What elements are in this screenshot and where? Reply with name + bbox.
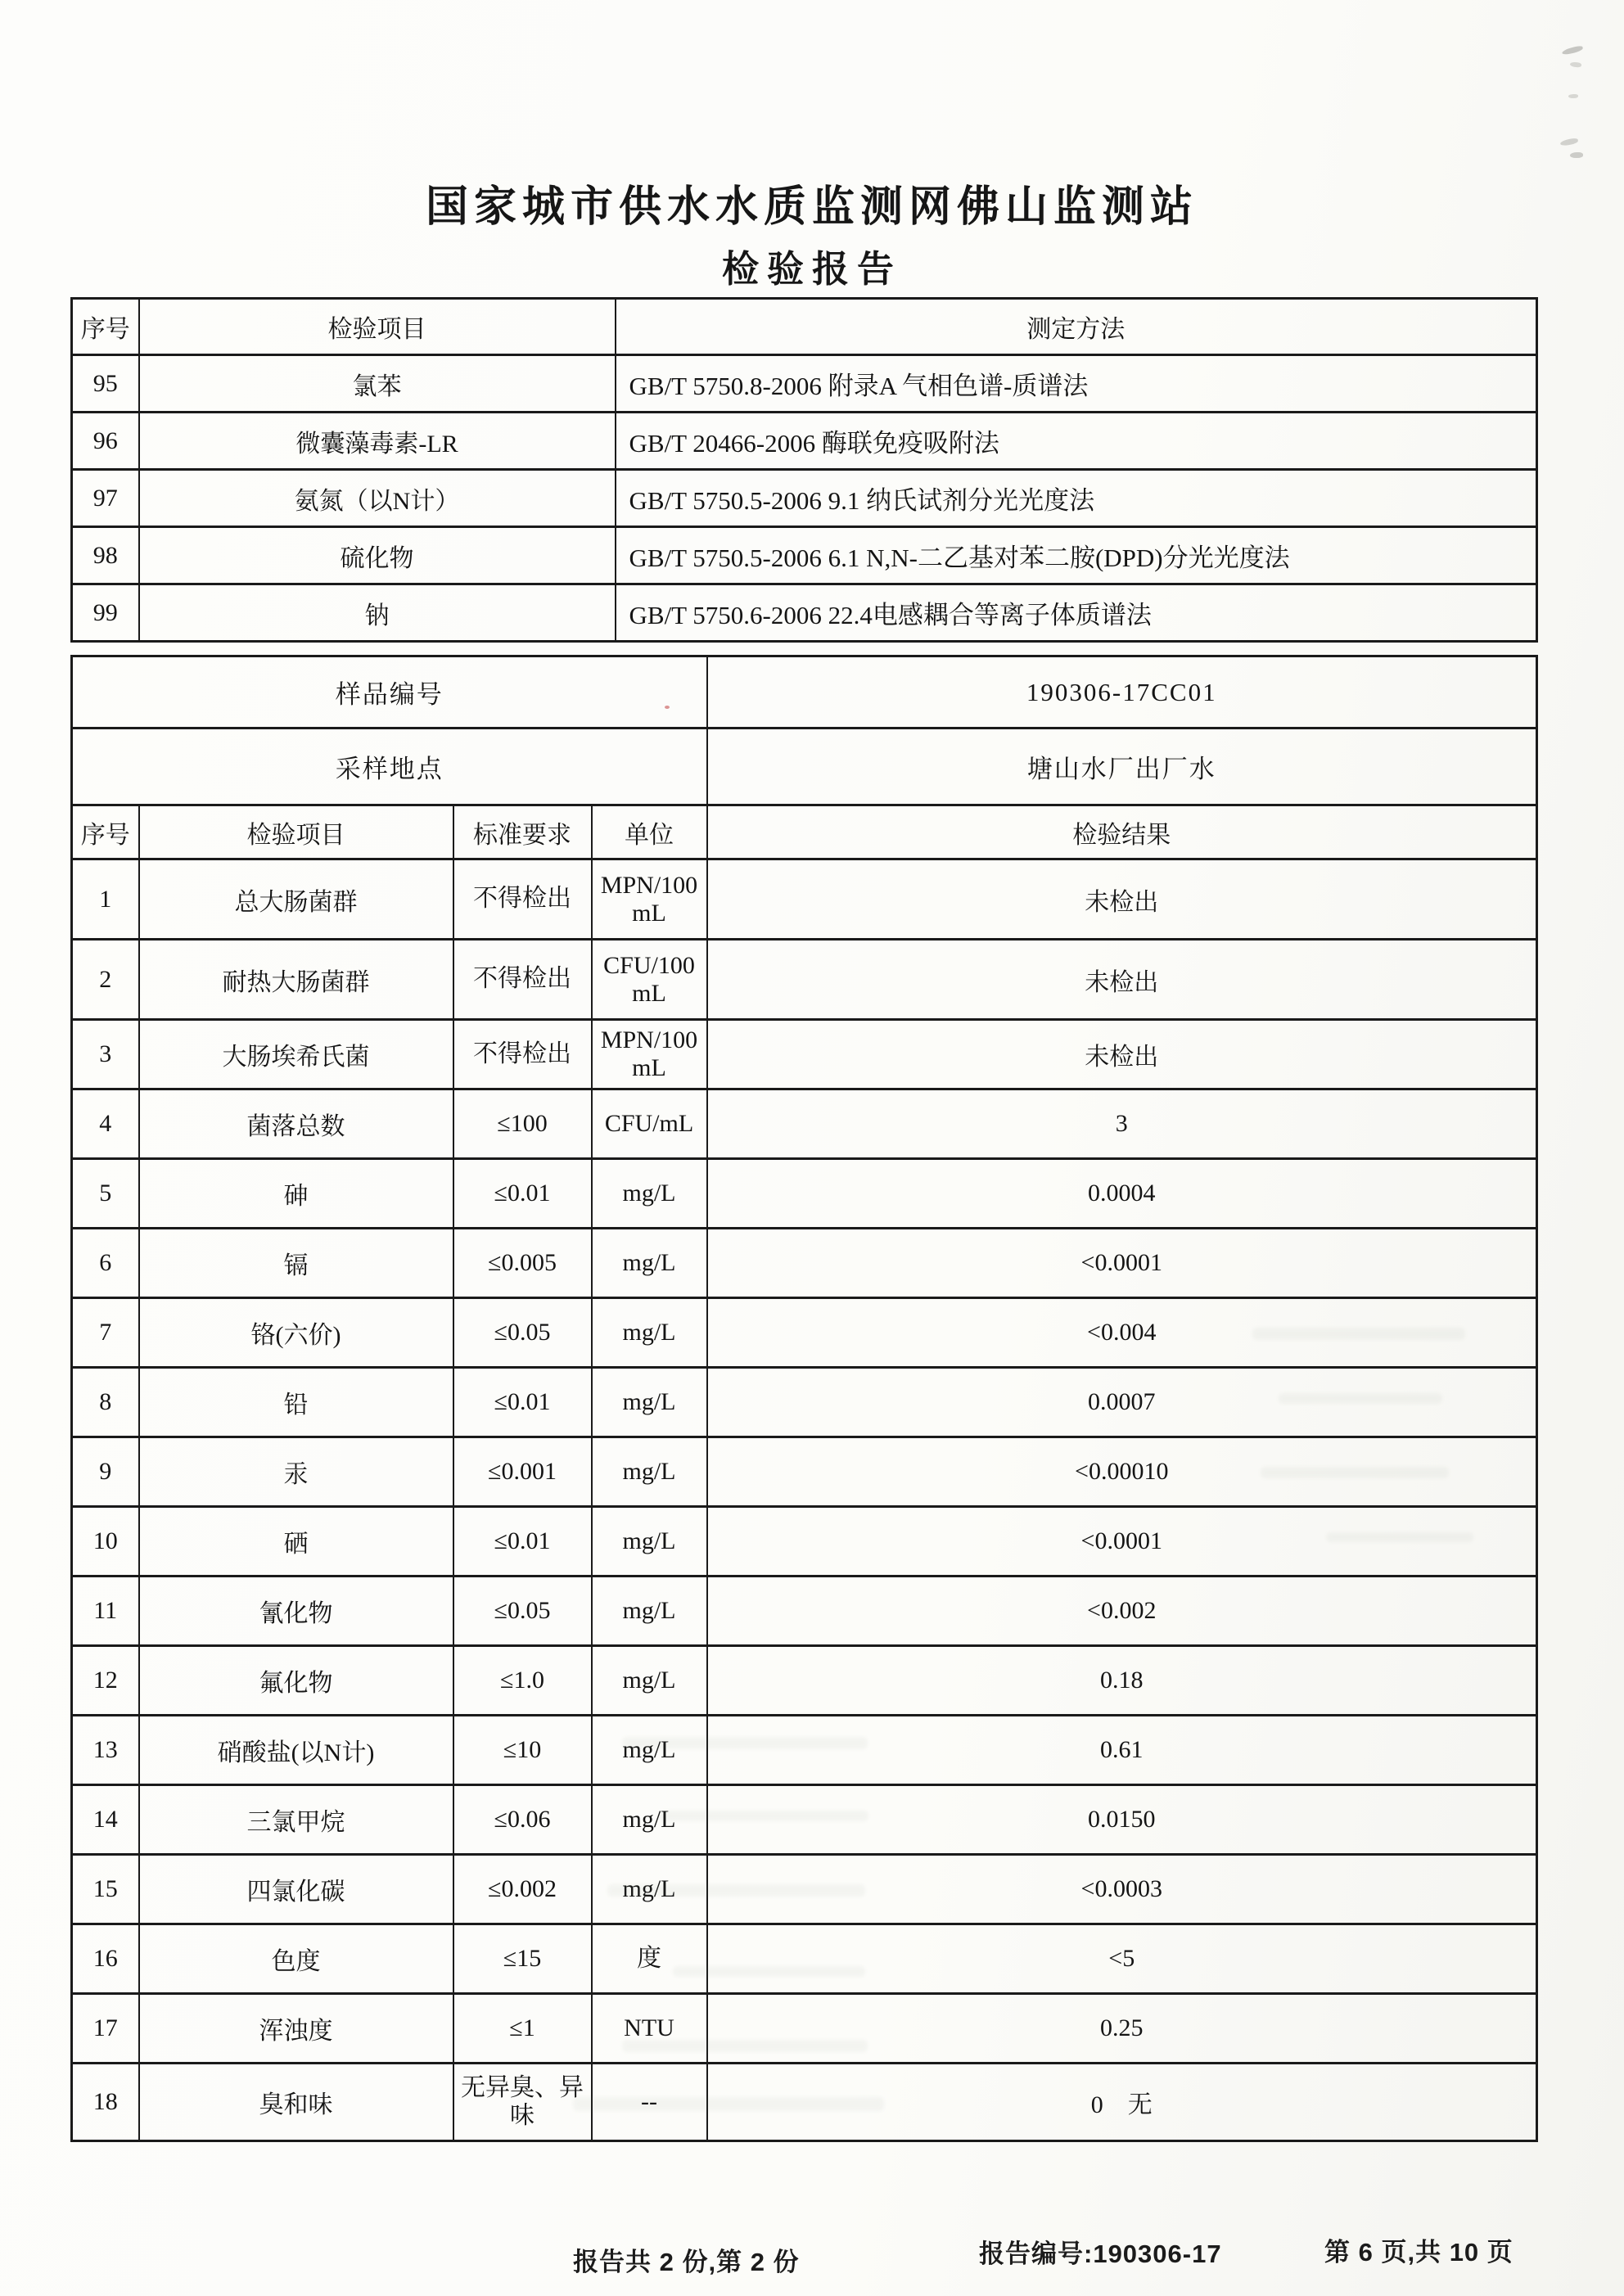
result-row-result: <0.0001 — [707, 1507, 1537, 1577]
result-row-no: 10 — [72, 1507, 139, 1577]
result-row-no: 5 — [72, 1159, 139, 1229]
result-row-item: 三氯甲烷 — [139, 1785, 453, 1855]
result-row-no: 7 — [72, 1298, 139, 1368]
result-row-item: 色度 — [139, 1924, 453, 1994]
result-row-no: 12 — [72, 1646, 139, 1716]
method-row-item: 微囊藻毒素-LR — [139, 413, 616, 470]
result-row-unit: mg/L — [592, 1855, 707, 1924]
page-title: 国家城市供水水质监测网佛山监测站 — [425, 183, 1198, 231]
method-row-method: GB/T 5750.5-2006 9.1 纳氏试剂分光光度法 — [616, 470, 1537, 527]
results-table — [70, 655, 1538, 2142]
method-row-no: 96 — [72, 413, 139, 470]
result-row-standard: ≤0.06 — [453, 1785, 592, 1855]
result-row-no: 13 — [72, 1716, 139, 1785]
results-header-row — [72, 805, 1537, 859]
method-row-method: GB/T 5750.6-2006 22.4电感耦合等离子体质谱法 — [616, 584, 1537, 642]
result-row-result: <5 — [707, 1924, 1537, 1994]
result-row-item: 四氯化碳 — [139, 1855, 453, 1924]
result-row-unit: mg/L — [592, 1229, 707, 1298]
result-row-item: 铅 — [139, 1368, 453, 1437]
result-row-result: 未检出 — [707, 940, 1537, 1020]
results-header-unit: 单位 — [592, 805, 707, 859]
result-row-standard: ≤0.05 — [453, 1298, 592, 1368]
result-row-unit: mg/L — [592, 1785, 707, 1855]
result-row-result: 未检出 — [707, 1020, 1537, 1089]
results-table-row — [72, 859, 1537, 940]
result-row-unit: mg/L — [592, 1577, 707, 1646]
result-row-unit: -- — [592, 2064, 707, 2141]
scan-smudge-artifact — [1568, 94, 1578, 98]
result-row-result: <0.002 — [707, 1577, 1537, 1646]
result-row-result: 0.61 — [707, 1716, 1537, 1785]
result-row-item: 菌落总数 — [139, 1089, 453, 1159]
method-row-method: GB/T 5750.8-2006 附录A 气相色谱-质谱法 — [616, 355, 1537, 413]
result-row-standard: ≤0.01 — [453, 1159, 592, 1229]
result-row-standard: ≤0.01 — [453, 1368, 592, 1437]
result-row-result: <0.0001 — [707, 1229, 1537, 1298]
method-row-method: GB/T 5750.5-2006 6.1 N,N-二乙基对苯二胺(DPD)分光光度法 — [616, 527, 1537, 584]
result-row-unit: 度 — [592, 1924, 707, 1994]
result-row-unit: mg/L — [592, 1159, 707, 1229]
results-table-row — [72, 1924, 1537, 1994]
results-table-row — [72, 1159, 1537, 1229]
method-row-item: 氨氮（以N计） — [139, 470, 616, 527]
result-row-unit: mg/L — [592, 1646, 707, 1716]
results-table-row — [72, 1368, 1537, 1437]
results-table-row — [72, 1507, 1537, 1577]
result-row-result: 0.0007 — [707, 1368, 1537, 1437]
result-row-result: 0.18 — [707, 1646, 1537, 1716]
results-table-row — [72, 1855, 1537, 1924]
result-row-item: 臭和味 — [139, 2064, 453, 2141]
result-row-item: 硒 — [139, 1507, 453, 1577]
methods-table-row — [72, 413, 1537, 470]
result-row-item: 硝酸盐(以N计) — [139, 1716, 453, 1785]
method-row-method: GB/T 20466-2006 酶联免疫吸附法 — [616, 413, 1537, 470]
method-row-item: 钠 — [139, 584, 616, 642]
results-table-row — [72, 1994, 1537, 2064]
sampling-location-value: 塘山水厂出厂水 — [707, 728, 1537, 805]
method-row-no: 95 — [72, 355, 139, 413]
result-row-result: 0.0150 — [707, 1785, 1537, 1855]
result-row-item: 砷 — [139, 1159, 453, 1229]
results-header-no: 序号 — [72, 805, 139, 859]
methods-table-row — [72, 470, 1537, 527]
result-row-unit: mg/L — [592, 1437, 707, 1507]
result-row-standard: ≤1 — [453, 1994, 592, 2064]
result-row-no: 16 — [72, 1924, 139, 1994]
results-table-row — [72, 1089, 1537, 1159]
result-row-item: 耐热大肠菌群 — [139, 940, 453, 1020]
result-row-no: 8 — [72, 1368, 139, 1437]
result-row-item: 氰化物 — [139, 1577, 453, 1646]
result-row-standard: 不得检出 — [453, 1020, 592, 1089]
method-row-item: 硫化物 — [139, 527, 616, 584]
result-row-unit: CFU/100mL — [592, 940, 707, 1020]
results-header-standard: 标准要求 — [453, 805, 592, 859]
result-row-no: 3 — [72, 1020, 139, 1089]
result-row-result: 0 无 — [707, 2064, 1537, 2141]
results-table-row — [72, 1577, 1537, 1646]
result-row-standard: ≤0.002 — [453, 1855, 592, 1924]
result-row-result: 未检出 — [707, 859, 1537, 940]
methods-header-item: 检验项目 — [139, 299, 616, 355]
result-row-unit: mg/L — [592, 1716, 707, 1785]
results-table-row — [72, 1646, 1537, 1716]
method-row-item: 氯苯 — [139, 355, 616, 413]
result-row-unit: MPN/100mL — [592, 1020, 707, 1089]
result-row-standard: ≤0.05 — [453, 1577, 592, 1646]
results-table-row — [72, 1437, 1537, 1507]
results-table-row — [72, 1716, 1537, 1785]
result-row-standard: ≤1.0 — [453, 1646, 592, 1716]
sampling-location-label: 采样地点 — [72, 728, 707, 805]
result-row-no: 2 — [72, 940, 139, 1020]
footer-report-number: 报告编号:190306-17 — [979, 2240, 1222, 2268]
scan-smudge-artifact — [1560, 138, 1579, 147]
results-table-row — [72, 1020, 1537, 1089]
footer-copies-text: 报告共 2 份,第 2 份 — [573, 2248, 800, 2276]
result-row-standard: ≤10 — [453, 1716, 592, 1785]
result-row-standard: ≤0.005 — [453, 1229, 592, 1298]
footer-page-number: 第 6 页,共 10 页 — [1324, 2238, 1513, 2267]
methods-header-no: 序号 — [72, 299, 139, 355]
result-row-no: 18 — [72, 2064, 139, 2141]
result-row-item: 镉 — [139, 1229, 453, 1298]
methods-table-row — [72, 527, 1537, 584]
result-row-no: 15 — [72, 1855, 139, 1924]
result-row-standard: ≤100 — [453, 1089, 592, 1159]
sampling-location-row — [72, 728, 1537, 805]
method-row-no: 97 — [72, 470, 139, 527]
result-row-standard: ≤15 — [453, 1924, 592, 1994]
result-row-result: <0.004 — [707, 1298, 1537, 1368]
result-row-standard: ≤0.001 — [453, 1437, 592, 1507]
results-table-row — [72, 2064, 1537, 2141]
sample-number-row — [72, 656, 1537, 728]
result-row-no: 4 — [72, 1089, 139, 1159]
result-row-unit: NTU — [592, 1994, 707, 2064]
result-row-no: 1 — [72, 859, 139, 940]
results-table-row — [72, 1785, 1537, 1855]
method-row-no: 98 — [72, 527, 139, 584]
results-table-row — [72, 1298, 1537, 1368]
result-row-result: <0.0003 — [707, 1855, 1537, 1924]
scan-smudge-artifact — [1570, 61, 1582, 68]
result-row-standard: ≤0.01 — [453, 1507, 592, 1577]
result-row-standard: 无异臭、异味 — [453, 2064, 592, 2141]
result-row-unit: mg/L — [592, 1298, 707, 1368]
result-row-standard: 不得检出 — [453, 859, 592, 940]
scan-smudge-artifact — [1570, 152, 1583, 158]
result-row-unit: mg/L — [592, 1368, 707, 1437]
methods-header-row — [72, 299, 1537, 355]
result-row-standard: 不得检出 — [453, 940, 592, 1020]
scan-smudge-artifact — [1562, 45, 1584, 56]
result-row-item: 汞 — [139, 1437, 453, 1507]
methods-header-method: 测定方法 — [616, 299, 1537, 355]
methods-table-row — [72, 584, 1537, 642]
result-row-unit: mg/L — [592, 1507, 707, 1577]
results-header-item: 检验项目 — [139, 805, 453, 859]
result-row-unit: MPN/100mL — [592, 859, 707, 940]
result-row-item: 浑浊度 — [139, 1994, 453, 2064]
result-row-no: 17 — [72, 1994, 139, 2064]
result-row-no: 9 — [72, 1437, 139, 1507]
results-table-row — [72, 1229, 1537, 1298]
result-row-result: 0.0004 — [707, 1159, 1537, 1229]
result-row-no: 6 — [72, 1229, 139, 1298]
method-row-no: 99 — [72, 584, 139, 642]
result-row-no: 14 — [72, 1785, 139, 1855]
result-row-item: 铬(六价) — [139, 1298, 453, 1368]
result-row-result: 0.25 — [707, 1994, 1537, 2064]
result-row-item: 大肠埃希氏菌 — [139, 1020, 453, 1089]
result-row-unit: CFU/mL — [592, 1089, 707, 1159]
result-row-no: 11 — [72, 1577, 139, 1646]
results-header-result: 检验结果 — [707, 805, 1537, 859]
methods-table — [70, 297, 1538, 643]
result-row-result: 3 — [707, 1089, 1537, 1159]
sample-number-value: 190306-17CC01 — [707, 656, 1537, 728]
sample-number-label: 样品编号 — [72, 656, 707, 728]
result-row-item: 总大肠菌群 — [139, 859, 453, 940]
results-table-row — [72, 940, 1537, 1020]
page-subtitle: 检验报告 — [721, 248, 902, 290]
result-row-result: <0.00010 — [707, 1437, 1537, 1507]
methods-table-row — [72, 355, 1537, 413]
result-row-item: 氟化物 — [139, 1646, 453, 1716]
